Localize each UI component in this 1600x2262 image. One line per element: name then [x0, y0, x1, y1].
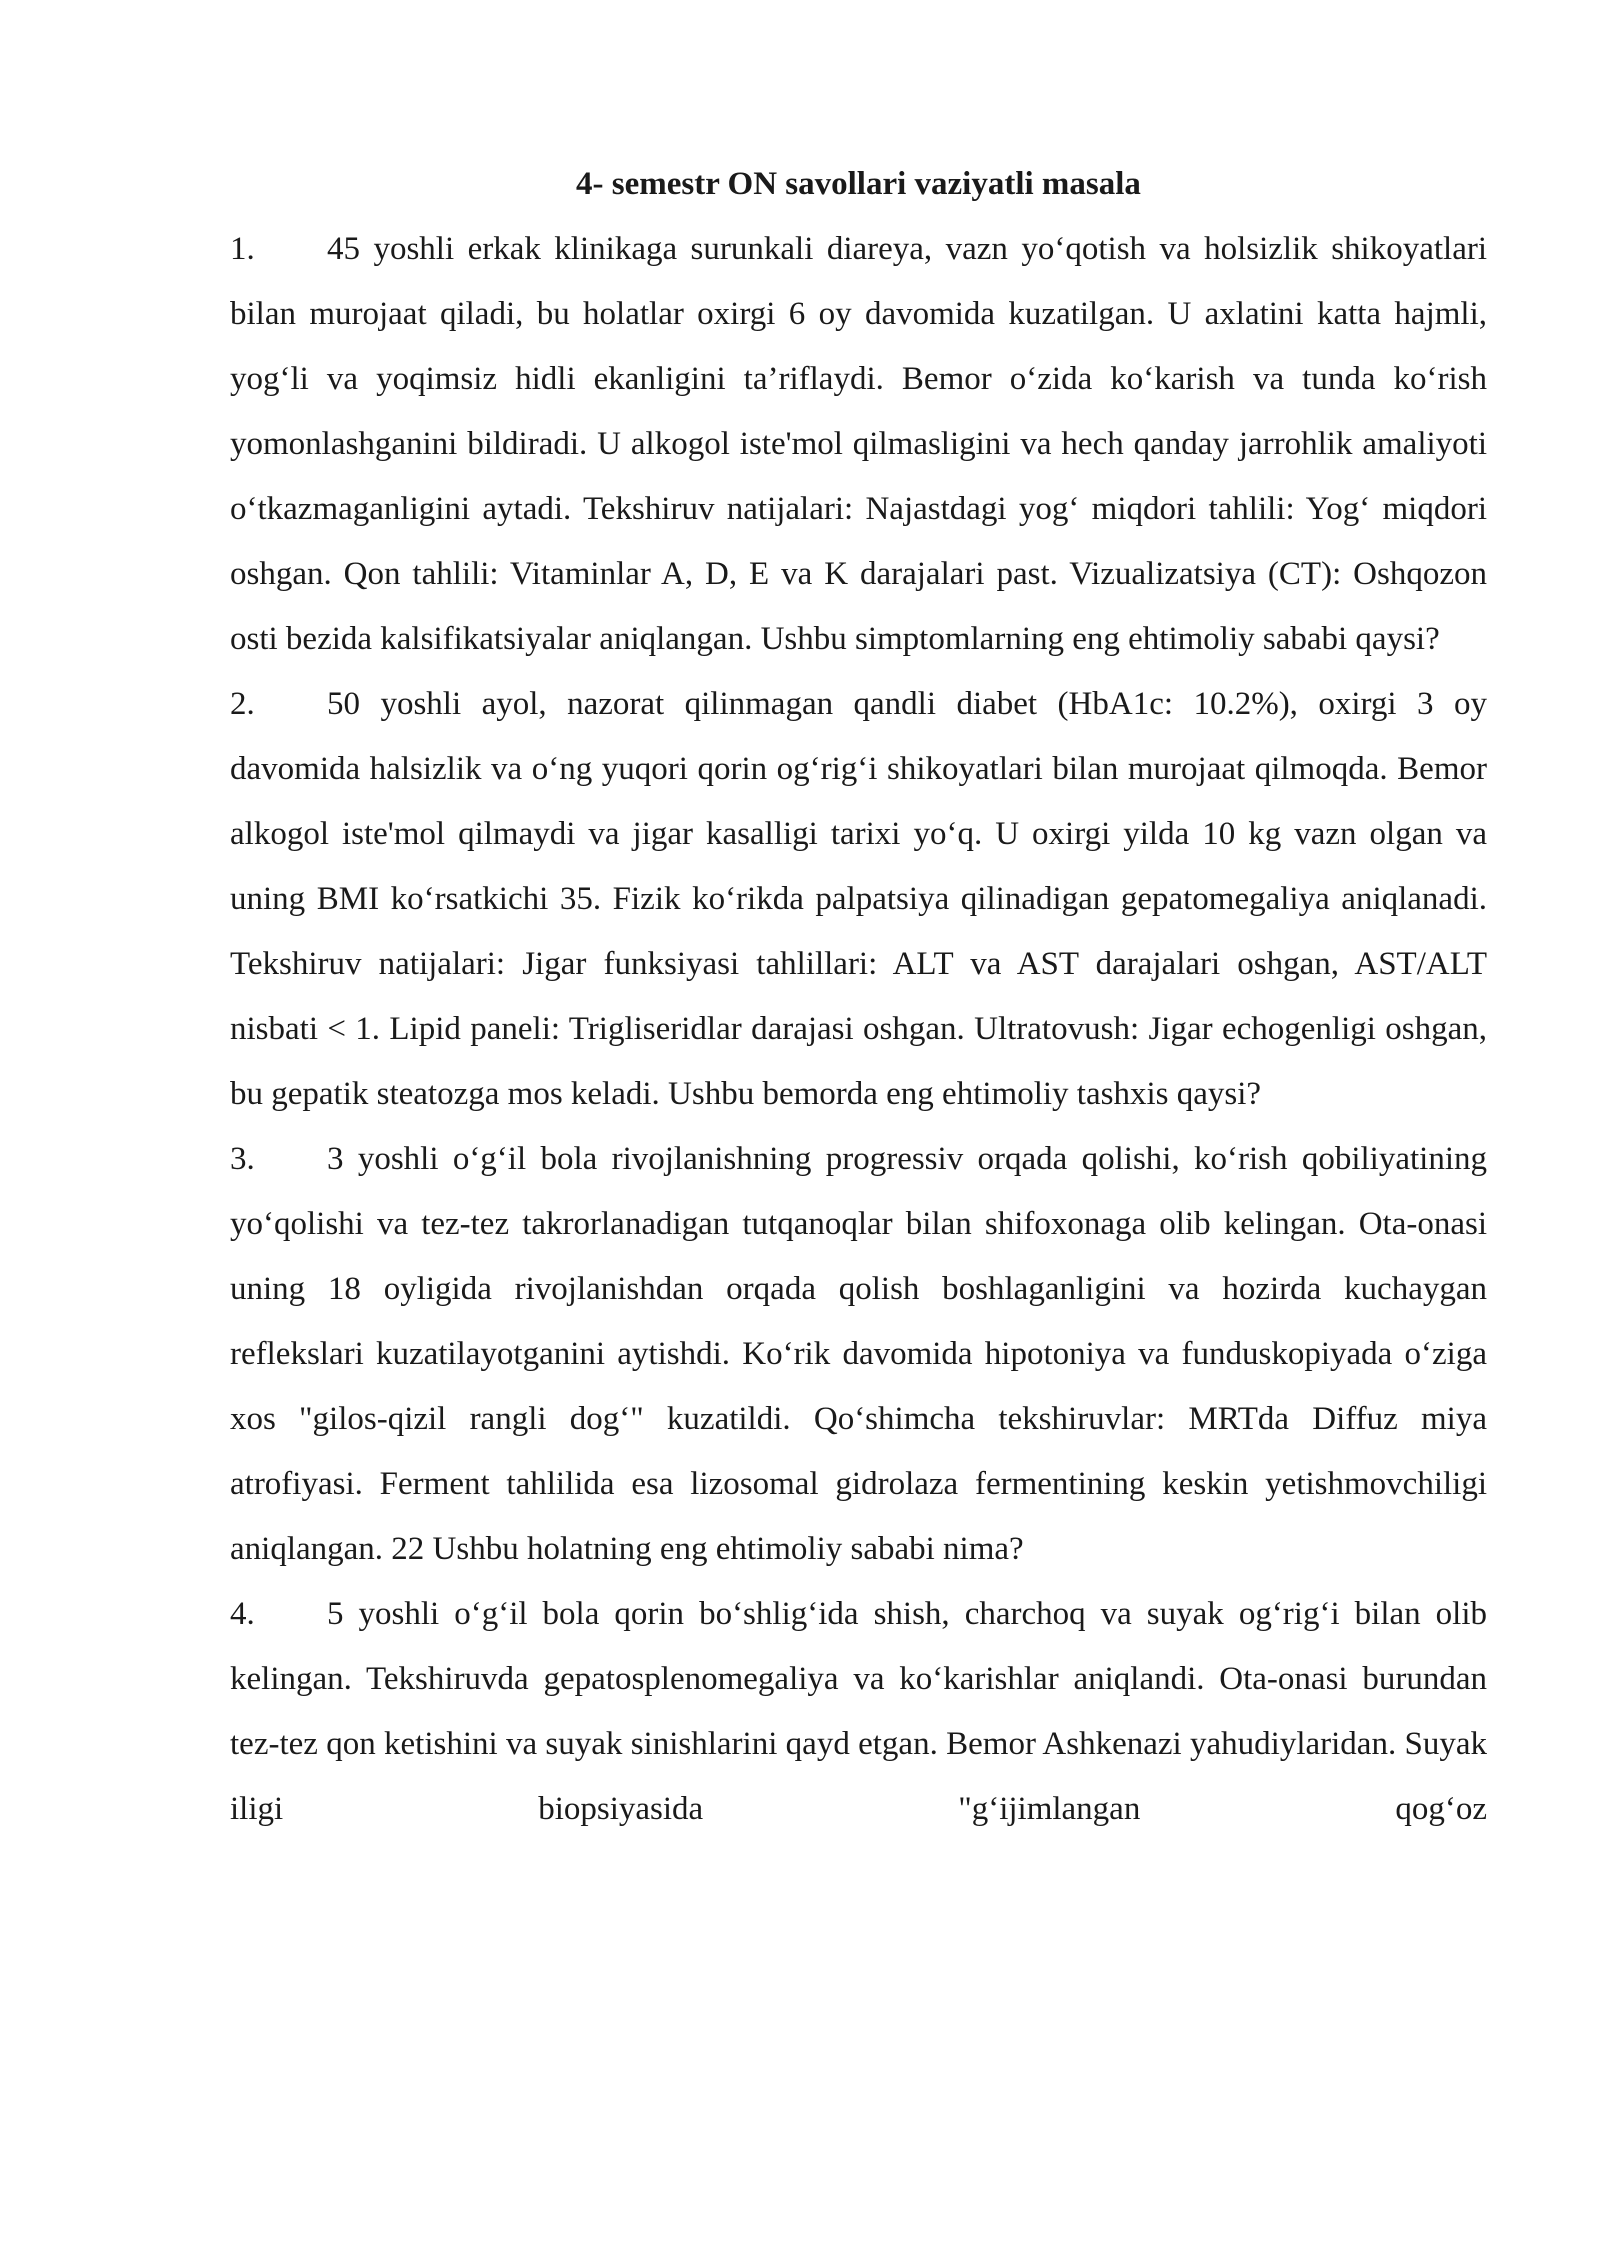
question-number: 1. [230, 231, 255, 267]
question-text: 3 yoshli o‘g‘il bola rivojlanishning progressiv orqada qolishi, ko‘rish qobiliyatining yo‘qolishi va tez-tez takrorlanadigan tutqanoqlar bilan shifoxonaga olib kelingan. Ota-onasi uning 18 oyligida rivojlanishdan orqada qolish boshlaganligini va hozirda kuchaygan reflekslari kuzatilayotganini aytishdi. Ko‘rik davomida hipotoniya va funduskopiyada o‘ziga xos "gilos-qizil rangli dog‘" kuzatildi. Qo‘shimcha tekshiruvlar: MRTda Diffuz miya atrofiyasi. Ferment tahlilida esa lizosomal gidrolaza fermentining keskin yetishmovchiligi aniqlangan. 22 Ushbu holatning eng ehtimoliy sababi nima? [230, 1141, 1487, 1567]
question-number: 4. [230, 1596, 255, 1632]
question-text: 45 yoshli erkak klinikaga surunkali diareya, vazn yo‘qotish va holsizlik shikoyatlari bilan murojaat qiladi, bu holatlar oxirgi 6 oy davomida kuzatilgan. U axlatini katta hajmli, yog‘li va yoqimsiz hidli ekanligini ta’riflaydi. Bemor o‘zida ko‘karish va tunda ko‘rish yomonlashganini bildiradi. U alkogol iste'mol qilmasligini va hech qanday jarrohlik amaliyoti o‘tkazmaganligini aytadi. Tekshiruv natijalari: Najastdagi yog‘ miqdori tahlili: Yog‘ miqdori oshgan. Qon tahlili: Vitaminlar A, D, E va K darajalari past. Vizualizatsiya (CT): Oshqozon osti bezida kalsifikatsiyalar aniqlangan. Ushbu simptomlarning eng ehtimoliy sababi qaysi? [230, 231, 1487, 657]
question-text: 50 yoshli ayol, nazorat qilinmagan qandli diabet (HbA1c: 10.2%), oxirgi 3 oy davomida halsizlik va o‘ng yuqori qorin og‘rig‘i shikoyatlari bilan murojaat qilmoqda. Bemor alkogol iste'mol qilmaydi va jigar kasalligi tarixi yo‘q. U oxirgi yilda 10 kg vazn olgan va uning BMI ko‘rsatkichi 35. Fizik ko‘rikda palpatsiya qilinadigan gepatomegaliya aniqlanadi. Tekshiruv natijalari: Jigar funksiyasi tahlillari: ALT va AST darajalari oshgan, AST/ALT nisbati < 1. Lipid paneli: Trigliseridlar darajasi oshgan. Ultratovush: Jigar echogenligi oshgan, bu gepatik steatozga mos keladi. Ushbu bemorda eng ehtimoliy tashxis qaysi? [230, 686, 1487, 1112]
question-number: 2. [230, 686, 255, 722]
question-3 [230, 1127, 1487, 1582]
question-2 [230, 672, 1487, 1127]
question-4 [230, 1582, 1487, 1842]
document-title: 4- semestr ON savollari vaziyatli masala [576, 166, 1141, 202]
question-1 [230, 217, 1487, 672]
document-page [230, 152, 1487, 1842]
question-text: 5 yoshli o‘g‘il bola qorin bo‘shlig‘ida shish, charchoq va suyak og‘rig‘i bilan olib kelingan. Tekshiruvda gepatosplenomegaliya va ko‘karishlar aniqlandi. Ota-onasi burundan tez-tez qon ketishini va suyak sinishlarini qayd etgan. Bemor Ashkenazi yahudiylaridan. Suyak iligi biopsiyasida "g‘ijimlangan qog‘oz [230, 1596, 1487, 1827]
question-number: 3. [230, 1141, 255, 1177]
